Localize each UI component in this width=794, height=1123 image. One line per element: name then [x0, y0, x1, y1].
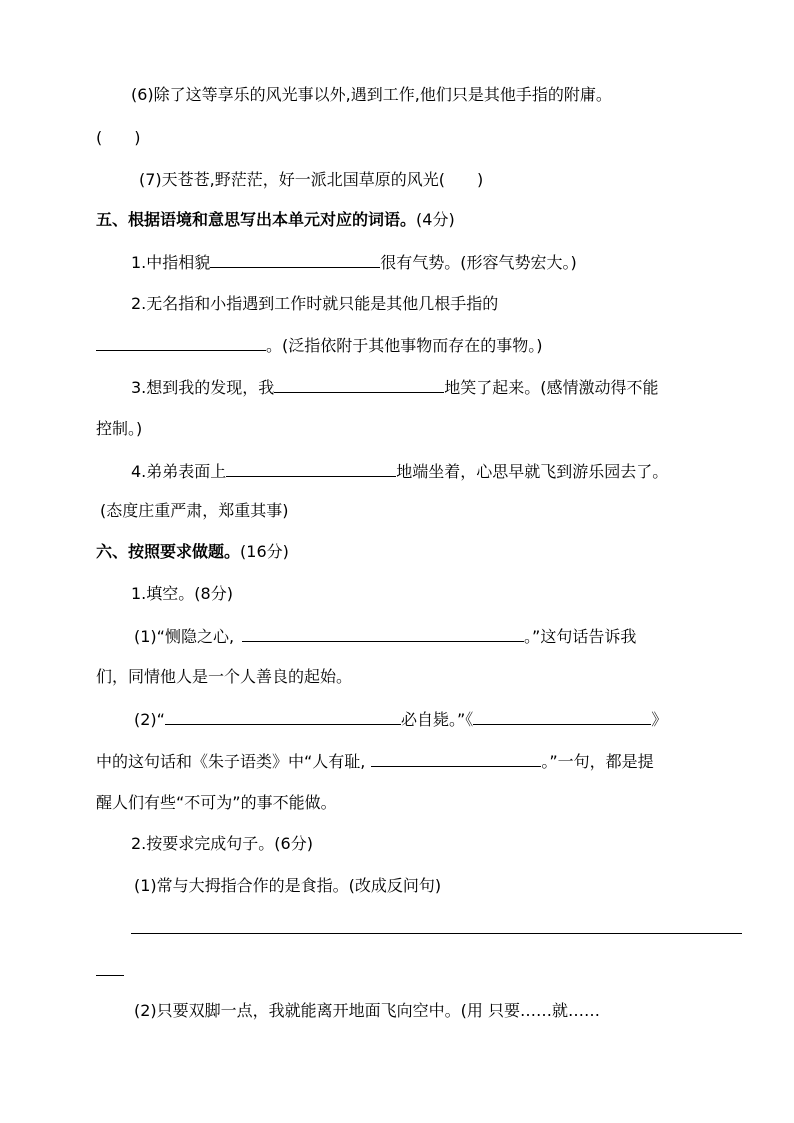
s6-1-2-blank-b[interactable]	[371, 750, 541, 767]
s6-1-2-blank-book[interactable]	[473, 708, 651, 725]
s6-1-2-line3: 醒人们有些“不可为”的事不能做。	[96, 793, 337, 812]
s5-item-1-prefix: 1.中指相貌	[131, 253, 211, 272]
s5-item-2-line1	[131, 293, 498, 315]
s5-item-4-prefix: 4.弟弟表面上	[131, 462, 227, 481]
s6-1-2-line2-suffix: 。”一句，都是提	[541, 752, 654, 771]
s6-1-2-middle: 必自毙。”《	[400, 710, 474, 729]
question-6-text: (6)除了这等享乐的风光事以外,遇到工作,他们只是其他手指的附庸。	[131, 85, 612, 104]
s6-1-1-blank[interactable]	[242, 625, 524, 642]
s6-part-1-title: 1.填空。(8分)	[131, 584, 233, 603]
s5-item-1-suffix: 很有气势。(形容气势宏大。)	[380, 253, 577, 272]
s6-2-2-line: (2)只要双脚一点，我就能离开地面飞向空中。(用 只要……就……	[134, 1001, 600, 1020]
section-6-score: (16分)	[240, 542, 289, 561]
s6-1-1-suffix: 。”这句话告诉我	[524, 627, 637, 646]
section-5-score: (4分)	[416, 210, 455, 229]
section-6-title: 六、按照要求做题。	[96, 542, 241, 561]
question-7-line	[139, 169, 483, 191]
question-7-text: (7)天苍苍,野茫茫，好一派北国草原的风光	[139, 170, 439, 189]
s5-item-3-suffix: 地笑了起来。(感情激动得不能	[444, 378, 659, 397]
s5-item-4-line2	[100, 500, 289, 522]
section-5-title: 五、根据语境和意思写出本单元对应的词语。	[96, 210, 417, 229]
s5-item-1	[131, 251, 577, 273]
s5-item-4-suffix: 地端坐着，心思早就飞到游乐园去了。	[396, 462, 669, 481]
s5-item-4-line1	[131, 460, 668, 482]
s5-item-3-continuation: 控制。)	[96, 419, 143, 438]
s5-item-3-blank[interactable]	[274, 376, 444, 393]
s5-item-4-blank[interactable]	[226, 460, 396, 477]
section-5-heading	[96, 209, 455, 231]
section-6-heading	[96, 541, 289, 563]
s6-1-2-prefix: (2)“	[134, 710, 165, 729]
question-7-answer-paren[interactable]: ( )	[438, 170, 484, 189]
s6-1-1-line1	[134, 625, 636, 647]
s5-item-2-line2	[96, 334, 543, 356]
s5-item-4-continuation: (态度庄重严肃，郑重其事)	[100, 501, 289, 520]
s6-1-2-line2	[96, 750, 654, 772]
s6-1-2-line1	[134, 708, 667, 730]
s5-item-1-blank[interactable]	[210, 251, 380, 268]
s6-1-1-prefix: (1)“恻隐之心,	[134, 627, 235, 646]
question-6-line	[131, 84, 612, 106]
s5-item-2-blank[interactable]	[96, 334, 266, 351]
s5-item-2-suffix: 。(泛指依附于其他事物而存在的事物。)	[266, 336, 543, 355]
s6-1-2-end: 》	[651, 710, 668, 729]
s5-item-3-prefix: 3.想到我的发现，我	[131, 378, 275, 397]
s6-2-1-line: (1)常与大拇指合作的是食指。(改成反问句)	[134, 876, 442, 895]
s6-1-2-line2-prefix: 中的这句话和《朱子语类》中“人有耻,	[96, 752, 366, 771]
s6-part-2-title: 2.按要求完成句子。(6分)	[131, 834, 313, 853]
s6-2-1-answer-line[interactable]	[131, 933, 742, 934]
s6-2-1-answer-line-continuation[interactable]	[96, 975, 124, 976]
s5-item-2-text: 2.无名指和小指遇到工作时就只能是其他几根手指的	[131, 294, 499, 313]
s6-1-1-line2: 们，同情他人是一个人善良的起始。	[96, 667, 353, 686]
s5-item-3-line1	[131, 376, 659, 398]
s5-item-3-line2	[96, 418, 142, 440]
question-6-answer-paren[interactable]: ( )	[96, 128, 141, 147]
s6-1-2-blank-a[interactable]	[165, 708, 401, 725]
